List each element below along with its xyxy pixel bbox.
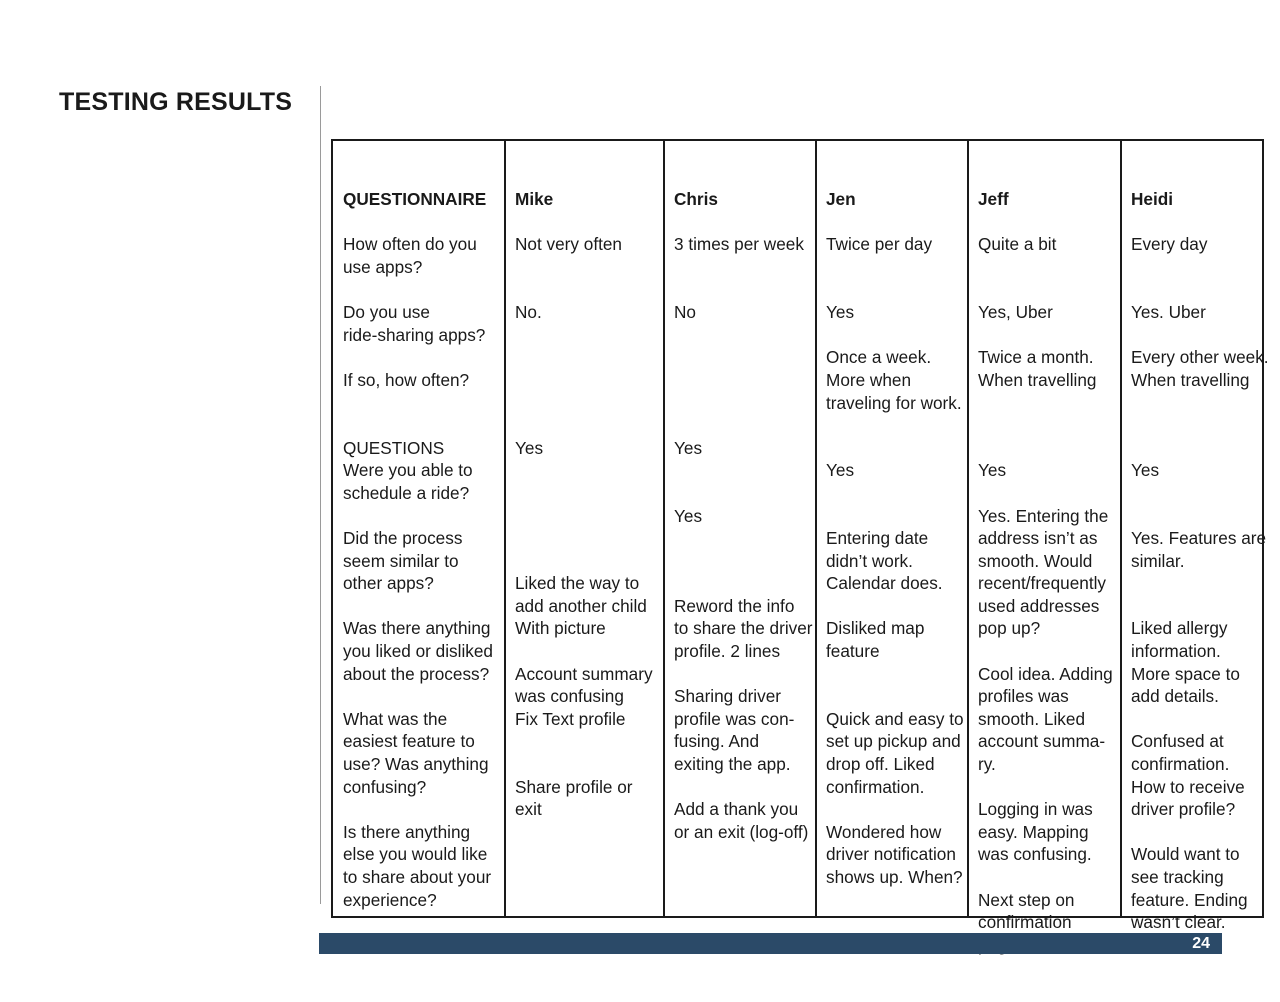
column-cells: How often do you use apps? Do you use ride-sharing apps? If so, how often? QUESTIONS Were you able to schedule a ride? Did the process seem similar to other apps? Was there anything you liked or disliked about the process? What was the easiest feature to use? Was anything confusing? Is there anything else you would like to share about your experience? bbox=[343, 234, 493, 910]
table-column-chris bbox=[663, 141, 815, 916]
column-header: Jeff bbox=[978, 189, 1009, 210]
table-column-mike bbox=[504, 141, 663, 916]
column-header: QUESTIONNAIRE bbox=[343, 189, 487, 210]
page-number: 24 bbox=[1192, 935, 1210, 952]
column-cells: 3 times per week No Yes Yes Reword the info to share the driver profile. 2 lines Sharing driver profile was con- fusing. And exiting the app. Add a thank you or an exit (log-off) bbox=[674, 234, 813, 842]
column-header: Chris bbox=[674, 189, 718, 210]
column-cells: Every day Yes. Uber Every other week. When travelling Yes Yes. Features are similar. Liked allergy information. More space to add details. Confused at confirmation. How to receive driver profile? Would want to see tracking feature. Ending wasn’t clear. bbox=[1131, 234, 1269, 933]
column-cells: Quite a bit Yes, Uber Twice a month. When travelling Yes Yes. Entering the address isn’t as smooth. Would recent/frequently used addresses pop up? Cool idea. Adding profiles was smooth. Liked account summa- ry. Logging in was easy. Mapping was confusing. Next step on confirmation bbox=[978, 234, 1113, 933]
column-header: Heidi bbox=[1131, 189, 1174, 210]
testing-results-table bbox=[331, 139, 1269, 933]
column-header: Jen bbox=[826, 189, 856, 210]
table-column-questionnaire bbox=[333, 141, 504, 916]
column-cells: Twice per day Yes Once a week. More when traveling for work. Yes Entering date didn’t work. Calendar does. Disliked map feature Quick and easy to set up pickup and drop off. Liked confirmation. Wondered how driver notification shows up. When? bbox=[826, 234, 964, 887]
column-header: Mike bbox=[515, 189, 554, 210]
column-cells: Not very often No. Yes Liked the way to add another child With picture Account summary was confusing Fix Text profile Share profile or exit bbox=[515, 234, 653, 820]
table-column-jen bbox=[815, 141, 967, 916]
table-column-jeff bbox=[967, 141, 1120, 933]
footer-bar bbox=[319, 933, 1222, 954]
page-title: TESTING RESULTS bbox=[59, 88, 293, 116]
vertical-divider bbox=[320, 86, 321, 904]
table-column-heidi bbox=[1120, 141, 1269, 933]
